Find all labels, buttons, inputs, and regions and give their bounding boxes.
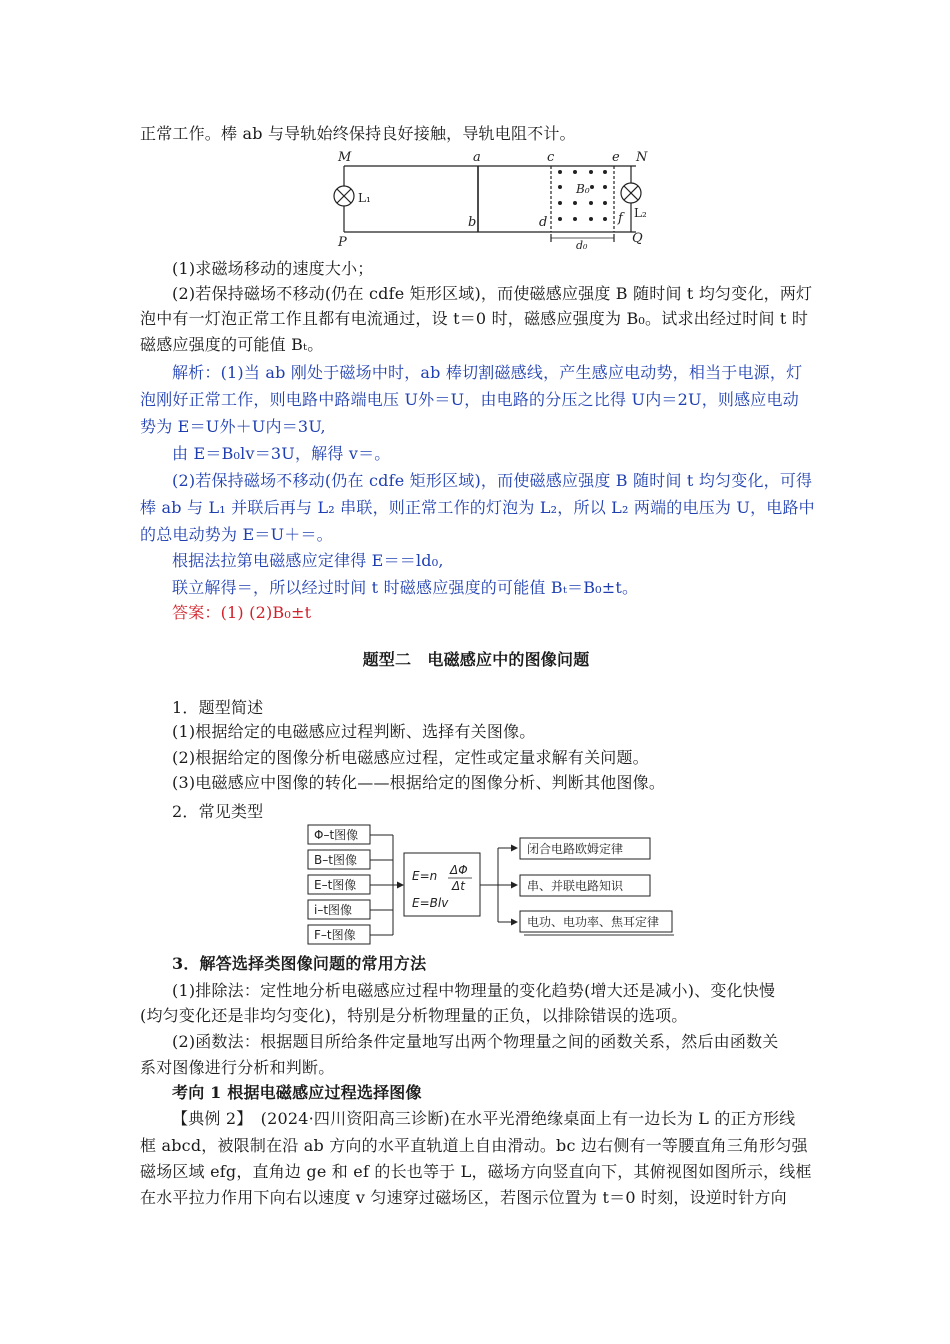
- text-line: 框 abcd，被限制在沿 ab 方向的水平直轨道上自由滑动。bc 边右侧有一等腰直角三角形匀强: [140, 1136, 808, 1155]
- text-line: (2)根据给定的图像分析电磁感应过程，定性或定量求解有关问题。: [172, 748, 649, 767]
- text-line: (1)排除法：定性地分析电磁感应过程中物理量的变化趋势(增大还是减小)、变化快慢: [172, 981, 776, 1000]
- label-L2: L₂: [634, 206, 647, 220]
- subheading: 考向 1 根据电磁感应过程选择图像: [172, 1083, 422, 1102]
- label-Q: Q: [632, 231, 643, 246]
- label-N: N: [636, 150, 648, 165]
- answer-line: 答案：(1) (2)B₀±t: [172, 603, 312, 622]
- flow-left-i-t: i–t图像: [314, 903, 353, 917]
- label-d: d: [539, 215, 548, 230]
- solution-line: 棒 ab 与 L₁ 并联后再与 L₂ 串联，则正常工作的灯泡为 L₂，所以 L₂ 两端的电压为 U，电路中: [140, 498, 815, 517]
- flow-left-f-t: F–t图像: [314, 928, 356, 942]
- label-e: e: [612, 150, 620, 165]
- solution-line: 由 E＝B₀lv＝3U，解得 v＝。: [172, 444, 391, 463]
- flow-center-numerator: ΔΦ: [450, 863, 468, 877]
- section-title: 题型二 电磁感应中的图像问题: [362, 650, 590, 669]
- text-line: 正常工作。棒 ab 与导轨始终保持良好接触，导轨电阻不计。: [140, 124, 576, 143]
- label-M: M: [338, 150, 352, 165]
- label-b: b: [468, 215, 477, 230]
- flow-left-e-t: E–t图像: [314, 878, 357, 892]
- image-types-diagram: [300, 820, 680, 950]
- label-f: f: [618, 211, 623, 226]
- solution-line: 解析：(1)当 ab 刚处于磁场中时，ab 棒切割磁感线，产生感应电动势，相当于电源，灯: [172, 363, 803, 382]
- flow-center-formula1: E=n: [412, 869, 438, 883]
- flow-right-ohm: 闭合电路欧姆定律: [527, 842, 624, 856]
- solution-line: 的总电动势为 E＝U＋＝。: [140, 525, 333, 544]
- flow-left-b-t: B–t图像: [314, 853, 357, 867]
- text-line: (1)根据给定的电磁感应过程判断、选择有关图像。: [172, 722, 536, 741]
- solution-line: 泡刚好正常工作，则电路中路端电压 U外＝U，由电路的分压之比得 U内＝2U，则感应电动: [140, 390, 799, 409]
- text-line: (1)求磁场移动的速度大小；: [172, 259, 374, 278]
- flow-right-power-joule: 电功、电功率、焦耳定律: [527, 915, 660, 929]
- circuit-figure: [330, 150, 660, 250]
- label-P: P: [338, 235, 347, 250]
- solution-line: 势为 E＝U外＋U内＝3U,: [140, 417, 326, 436]
- label-c: c: [547, 150, 555, 165]
- text-line: (2)若保持磁场不移动(仍在 cdfe 矩形区域)，而使磁感应强度 B 随时间 t 均匀变化，两灯: [172, 284, 813, 303]
- text-line: (2)函数法：根据题目所给条件定量地写出两个物理量之间的函数关系，然后由函数关: [172, 1032, 779, 1051]
- text-line: 泡中有一灯泡正常工作且都有电流通过，设 t＝0 时，磁感应强度为 B₀。试求出经过时间 t 时: [140, 309, 809, 328]
- solution-line: 联立解得＝，所以经过时间 t 时磁感应强度的可能值 Bₜ＝B₀±t。: [172, 578, 639, 597]
- flow-left-phi-t: Φ–t图像: [314, 828, 359, 842]
- text-line: 2．常见类型: [172, 802, 264, 821]
- flow-right-series-parallel: 串、并联电路知识: [527, 879, 624, 893]
- text-line: (均匀变化还是非均匀变化)，特别是分析物理量的正负，以排除错误的选项。: [140, 1006, 688, 1025]
- label-d0: d₀: [576, 239, 588, 250]
- solution-line: (2)若保持磁场不移动(仍在 cdfe 矩形区域)，而使磁感应强度 B 随时间 t 均匀变化，可得: [172, 471, 813, 490]
- label-B0: B₀: [576, 182, 590, 196]
- text-line: 【典例 2】 (2024·四川资阳高三诊断)在水平光滑绝缘桌面上有一边长为 L 的正方形线: [172, 1109, 796, 1128]
- label-L1: L₁: [358, 191, 371, 205]
- label-a: a: [473, 150, 481, 165]
- flow-center-denominator: Δt: [452, 879, 465, 893]
- text-line: 磁感应强度的可能值 Bₜ。: [140, 335, 324, 354]
- text-line: 磁场区域 efg，直角边 ge 和 ef 的长也等于 L，磁场方向竖直向下，其俯视图如图所示，线框: [140, 1162, 812, 1181]
- solution-line: 根据法拉第电磁感应定律得 E＝＝ld₀,: [172, 551, 444, 570]
- text-line: (3)电磁感应中图像的转化——根据给定的图像分析、判断其他图像。: [172, 773, 666, 792]
- text-line: 系对图像进行分析和判断。: [140, 1058, 335, 1077]
- flow-center-formula2: E=Blv: [412, 896, 449, 910]
- text-line: 3．解答选择类图像问题的常用方法: [172, 954, 427, 973]
- text-line: 在水平拉力作用下向右以速度 v 匀速穿过磁场区，若图示位置为 t＝0 时刻，设逆时针方向: [140, 1188, 787, 1207]
- text-line: 1．题型简述: [172, 698, 264, 717]
